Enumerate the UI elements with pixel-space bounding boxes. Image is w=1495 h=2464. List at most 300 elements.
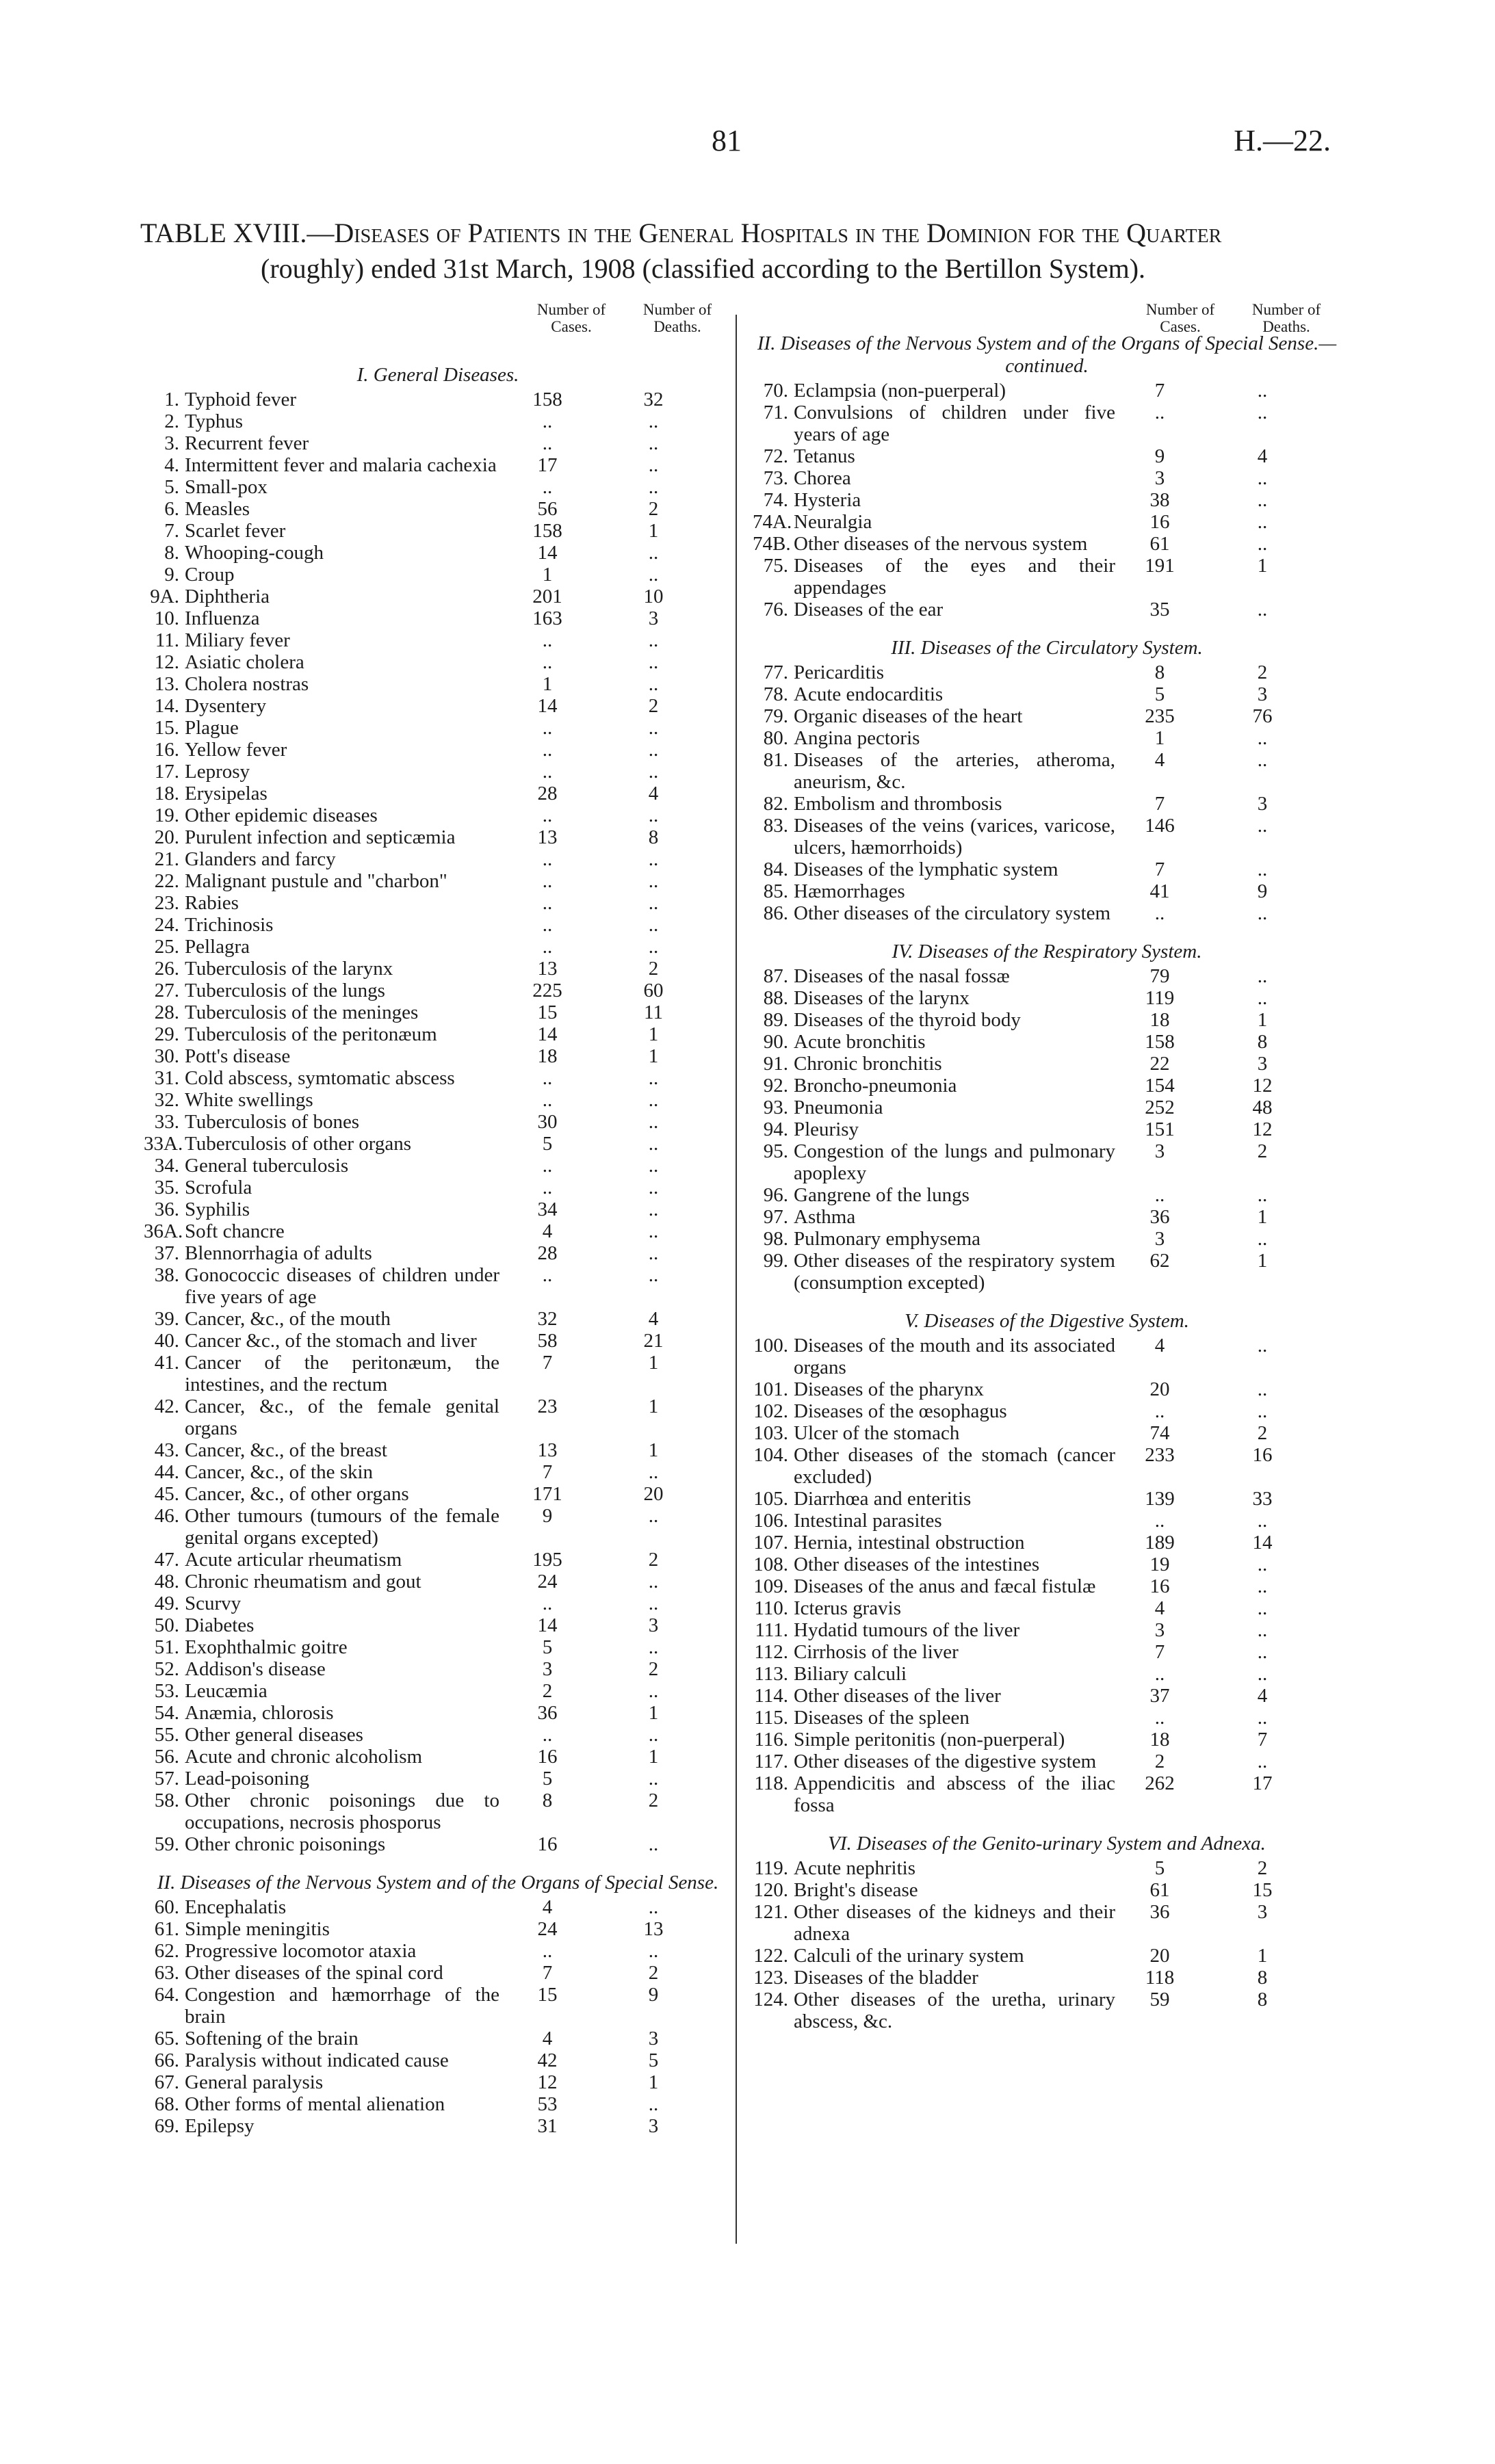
- table-row: [753, 1118, 1341, 1140]
- table-title-lead: TABLE XVIII.—: [140, 218, 335, 248]
- disease-name: Congestion and hæmorrhage of the brain: [185, 1984, 499, 2028]
- table-row: [144, 1483, 732, 1505]
- row-number: 9A.: [150, 586, 179, 607]
- table-row: [753, 1532, 1341, 1554]
- row-number: 109.: [753, 1575, 788, 1597]
- deaths-count: 76: [1252, 705, 1273, 727]
- cases-count: 119: [1145, 987, 1175, 1009]
- deaths-count: ..: [648, 739, 659, 761]
- row-number: 26.: [154, 958, 179, 980]
- deaths-count: ..: [1257, 1554, 1268, 1575]
- cases-count: ..: [542, 892, 553, 914]
- disease-name: Influenza: [185, 607, 260, 629]
- cases-count: 41: [1149, 880, 1170, 902]
- table-row: [753, 683, 1341, 705]
- cases-count: 252: [1145, 1097, 1175, 1118]
- table-row: [144, 1001, 732, 1023]
- deaths-count: ..: [648, 1067, 659, 1089]
- section-heading: IV. Diseases of the Respiratory System.: [892, 941, 1202, 962]
- disease-name: Diseases of the spleen: [794, 1707, 970, 1729]
- disease-name: Appendicitis and abscess of the iliac fossa: [794, 1772, 1115, 1816]
- table-row: [753, 1945, 1341, 1967]
- disease-name: Convulsions of children under five years of age: [794, 402, 1115, 445]
- deaths-count: 12: [1252, 1118, 1273, 1140]
- disease-name: Yellow fever: [185, 739, 287, 761]
- cases-count: 1: [542, 564, 553, 586]
- row-number: 84.: [763, 859, 788, 880]
- row-number: 73.: [763, 467, 788, 489]
- row-number: 119.: [754, 1857, 788, 1879]
- cases-count: ..: [542, 1724, 553, 1746]
- deaths-count: ..: [1257, 402, 1268, 423]
- row-number: 22.: [154, 870, 179, 892]
- deaths-count: ..: [648, 1571, 659, 1593]
- cases-count: 31: [537, 2115, 558, 2137]
- disease-name: Simple peritonitis (non-puerperal): [794, 1729, 1065, 1751]
- row-number: 118.: [754, 1772, 788, 1794]
- disease-name: Cirrhosis of the liver: [794, 1641, 959, 1663]
- table-row: [144, 870, 732, 892]
- cases-count: 3: [1154, 1619, 1165, 1641]
- table-row: [753, 1901, 1341, 1945]
- disease-name: Cancer of the peritonæum, the intestines, and the rectum: [185, 1352, 499, 1395]
- disease-name: Chronic bronchitis: [794, 1053, 942, 1075]
- cases-count: ..: [542, 717, 553, 739]
- table-row: [144, 936, 732, 958]
- row-number: 16.: [154, 739, 179, 761]
- disease-name: Other diseases of the nervous system: [794, 533, 1088, 555]
- cases-count: 7: [542, 1352, 553, 1374]
- disease-name: Other tumours (tumours of the female genital organs excepted): [185, 1505, 499, 1549]
- table-row: [144, 1352, 732, 1395]
- row-number: 20.: [154, 826, 179, 848]
- table-row: [144, 1505, 732, 1549]
- cases-count: 3: [542, 1658, 553, 1680]
- deaths-count: 3: [648, 2115, 659, 2137]
- table-row: [144, 1308, 732, 1330]
- disease-name: Pleurisy: [794, 1118, 859, 1140]
- row-number: 69.: [154, 2115, 179, 2137]
- disease-name: Biliary calculi: [794, 1663, 907, 1685]
- table-row: [144, 1940, 732, 1962]
- cases-count: 7: [1154, 859, 1165, 880]
- disease-name: Pellagra: [185, 936, 250, 958]
- table-row: [753, 1879, 1341, 1901]
- disease-name: Cholera nostras: [185, 673, 309, 695]
- row-number: 9.: [164, 564, 179, 586]
- deaths-count: 3: [1257, 683, 1268, 705]
- row-number: 19.: [154, 804, 179, 826]
- column-divider: [736, 315, 737, 2244]
- table-row: [753, 859, 1341, 880]
- cases-count: ..: [1154, 402, 1165, 423]
- table-row: [144, 1984, 732, 2028]
- table-row: [144, 695, 732, 717]
- deaths-count: 20: [643, 1483, 664, 1505]
- row-number: 29.: [154, 1023, 179, 1045]
- table-row: [144, 2093, 732, 2115]
- cases-count: 235: [1145, 705, 1175, 727]
- deaths-count: 9: [648, 1984, 659, 2006]
- deaths-count: ..: [1257, 599, 1268, 620]
- deaths-count: 8: [1257, 1031, 1268, 1053]
- cases-count: 28: [537, 1242, 558, 1264]
- cases-count: 1: [542, 673, 553, 695]
- disease-name: Scurvy: [185, 1593, 242, 1614]
- disease-name: Chorea: [794, 467, 851, 489]
- cases-count: ..: [542, 1067, 553, 1089]
- row-number: 49.: [154, 1593, 179, 1614]
- deaths-count: ..: [648, 476, 659, 498]
- disease-name: Cancer, &c., of the female genital organs: [185, 1395, 499, 1439]
- deaths-count: ..: [1257, 987, 1268, 1009]
- cases-count: 74: [1149, 1422, 1170, 1444]
- table-row: [144, 1439, 732, 1461]
- disease-name: Syphilis: [185, 1198, 250, 1220]
- disease-name: Typhoid fever: [185, 389, 297, 410]
- disease-name: General paralysis: [185, 2071, 324, 2093]
- disease-name: Acute nephritis: [794, 1857, 915, 1879]
- row-number: 34.: [154, 1155, 179, 1177]
- disease-name: Angina pectoris: [794, 727, 920, 749]
- table-row: [753, 1140, 1341, 1184]
- disease-name: Diseases of the arteries, atheroma, aneurism, &c.: [794, 749, 1115, 793]
- deaths-count: 8: [1257, 1967, 1268, 1989]
- cases-count: 15: [537, 1984, 558, 2006]
- table-row: [753, 1335, 1341, 1378]
- deaths-count: 1: [1257, 1250, 1268, 1272]
- row-number: 40.: [154, 1330, 179, 1352]
- deaths-count: ..: [648, 1177, 659, 1198]
- cases-count: ..: [542, 476, 553, 498]
- deaths-count: ..: [1257, 1378, 1268, 1400]
- disease-name: Diabetes: [185, 1614, 255, 1636]
- disease-name: Diseases of the ear: [794, 599, 944, 620]
- row-number: 58.: [154, 1790, 179, 1811]
- deaths-count: 2: [648, 498, 659, 520]
- deaths-count: 1: [648, 1045, 659, 1067]
- cases-count: 24: [537, 1918, 558, 1940]
- row-number: 102.: [753, 1400, 788, 1422]
- deaths-count: 1: [648, 520, 659, 542]
- row-number: 50.: [154, 1614, 179, 1636]
- row-number: 52.: [154, 1658, 179, 1680]
- disease-name: Blennorrhagia of adults: [185, 1242, 372, 1264]
- cases-count: 189: [1145, 1532, 1175, 1554]
- deaths-count: 21: [643, 1330, 664, 1352]
- table-row: [144, 739, 732, 761]
- cases-count: 37: [1149, 1685, 1170, 1707]
- cases-count: 3: [1154, 467, 1165, 489]
- cases-count: 14: [537, 1023, 558, 1045]
- cases-count: 5: [1154, 1857, 1165, 1879]
- row-number: 31.: [154, 1067, 179, 1089]
- deaths-count: 3: [1257, 1901, 1268, 1923]
- row-number: 18.: [154, 783, 179, 804]
- row-number: 86.: [763, 902, 788, 924]
- table-row: [753, 965, 1341, 987]
- disease-name: Other diseases of the kidneys and their adnexa: [794, 1901, 1115, 1945]
- table-row: [753, 402, 1341, 445]
- disease-name: Glanders and farcy: [185, 848, 336, 870]
- disease-name: Simple meningitis: [185, 1918, 330, 1940]
- row-number: 100.: [753, 1335, 788, 1356]
- cases-count: ..: [542, 432, 553, 454]
- table-row: [144, 914, 732, 936]
- row-number: 66.: [154, 2049, 179, 2071]
- disease-name: Hysteria: [794, 489, 861, 511]
- disease-name: Acute and chronic alcoholism: [185, 1746, 423, 1768]
- disease-name: Small-pox: [185, 476, 268, 498]
- table-row: [144, 1790, 732, 1833]
- row-number: 36A.: [144, 1220, 183, 1242]
- deaths-count: 2: [648, 1790, 659, 1811]
- deaths-count: 2: [648, 1962, 659, 1984]
- disease-name: Tuberculosis of the meninges: [185, 1001, 419, 1023]
- cases-count: 4: [1154, 749, 1165, 771]
- deaths-count: ..: [648, 1461, 659, 1483]
- table-row: [144, 1833, 732, 1855]
- row-number: 3.: [164, 432, 179, 454]
- cases-count: ..: [1154, 902, 1165, 924]
- table-row: [144, 2028, 732, 2049]
- row-number: 4.: [164, 454, 179, 476]
- row-number: 76.: [763, 599, 788, 620]
- disease-name: Leprosy: [185, 761, 250, 783]
- table-row: [144, 389, 732, 410]
- table-row: [144, 1242, 732, 1264]
- cases-count: ..: [542, 1940, 553, 1962]
- table-row: [753, 749, 1341, 793]
- disease-name: Lead-poisoning: [185, 1768, 310, 1790]
- cases-count: 7: [542, 1962, 553, 1984]
- disease-name: Plague: [185, 717, 239, 739]
- cases-count: 17: [537, 454, 558, 476]
- left-column: [144, 301, 732, 2137]
- disease-name: Croup: [185, 564, 235, 586]
- cases-count: 62: [1149, 1250, 1170, 1272]
- row-number: 6.: [164, 498, 179, 520]
- section-heading: V. Diseases of the Digestive System.: [905, 1310, 1189, 1332]
- table-row: [144, 1133, 732, 1155]
- disease-name: Exophthalmic goitre: [185, 1636, 348, 1658]
- row-number: 24.: [154, 914, 179, 936]
- disease-name: Cold abscess, symtomatic abscess: [185, 1067, 455, 1089]
- row-number: 61.: [154, 1918, 179, 1940]
- cases-count: 262: [1145, 1772, 1175, 1794]
- row-number: 99.: [763, 1250, 788, 1272]
- table-row: [753, 1729, 1341, 1751]
- disease-name: Other diseases of the spinal cord: [185, 1962, 443, 1984]
- cases-count: ..: [542, 651, 553, 673]
- deaths-count: 1: [648, 1395, 659, 1417]
- deaths-count: ..: [1257, 1184, 1268, 1206]
- disease-name: Diseases of the lymphatic system: [794, 859, 1058, 880]
- table-row: [144, 520, 732, 542]
- cases-count: 36: [1149, 1901, 1170, 1923]
- table-row: [753, 1488, 1341, 1510]
- cases-count: 53: [537, 2093, 558, 2115]
- table-row: [144, 586, 732, 607]
- row-number: 13.: [154, 673, 179, 695]
- deaths-count: 3: [648, 1614, 659, 1636]
- section-heading: II. Diseases of the Nervous System and of the Organs of Special Sense.—continued.: [757, 332, 1337, 377]
- cases-count: 7: [542, 1461, 553, 1483]
- deaths-count: ..: [1257, 1641, 1268, 1663]
- table-row: [144, 564, 732, 586]
- row-number: 36.: [154, 1198, 179, 1220]
- disease-name: Softening of the brain: [185, 2028, 359, 2049]
- row-number: 110.: [754, 1597, 788, 1619]
- deaths-count: ..: [1257, 1575, 1268, 1597]
- table-row: [753, 793, 1341, 815]
- cases-count: 4: [542, 2028, 553, 2049]
- row-number: 123.: [753, 1967, 788, 1989]
- right-column-body: [753, 332, 1341, 2032]
- row-number: 82.: [763, 793, 788, 815]
- row-number: 93.: [763, 1097, 788, 1118]
- row-number: 21.: [154, 848, 179, 870]
- row-number: 7.: [164, 520, 179, 542]
- table-row: [753, 533, 1341, 555]
- table-row: [144, 1089, 732, 1111]
- cases-count: 1: [1154, 727, 1165, 749]
- deaths-count: 10: [643, 586, 664, 607]
- table-row: [144, 454, 732, 476]
- table-row: [144, 651, 732, 673]
- disease-name: Pericarditis: [794, 661, 885, 683]
- row-number: 67.: [154, 2071, 179, 2093]
- deaths-count: 1: [1257, 1009, 1268, 1031]
- cases-count: 19: [1149, 1554, 1170, 1575]
- deaths-count: ..: [648, 1593, 659, 1614]
- disease-name: Typhus: [185, 410, 243, 432]
- deaths-count: ..: [648, 1111, 659, 1133]
- deaths-count: ..: [648, 936, 659, 958]
- deaths-count: ..: [1257, 1751, 1268, 1772]
- cases-count: ..: [542, 936, 553, 958]
- deaths-count: 2: [648, 1549, 659, 1571]
- cases-count: 36: [1149, 1206, 1170, 1228]
- deaths-count: 2: [1257, 661, 1268, 683]
- cases-count: 3: [1154, 1228, 1165, 1250]
- cases-count: 18: [1149, 1009, 1170, 1031]
- disease-name: Acute endocarditis: [794, 683, 944, 705]
- disease-name: Whooping-cough: [185, 542, 324, 564]
- table-row: [753, 1685, 1341, 1707]
- table-row: [753, 1597, 1341, 1619]
- row-number: 57.: [154, 1768, 179, 1790]
- table-row: [753, 1206, 1341, 1228]
- row-number: 27.: [154, 980, 179, 1001]
- disease-name: Tuberculosis of other organs: [185, 1133, 412, 1155]
- table-row: [144, 673, 732, 695]
- table-row: [144, 410, 732, 432]
- table-row: [144, 1702, 732, 1724]
- deaths-count: ..: [648, 432, 659, 454]
- deaths-count: ..: [1257, 489, 1268, 511]
- deaths-count: 8: [648, 826, 659, 848]
- deaths-count: 60: [643, 980, 664, 1001]
- table-row: [753, 555, 1341, 599]
- deaths-count: 48: [1252, 1097, 1273, 1118]
- cases-count: 13: [537, 958, 558, 980]
- cases-count: ..: [542, 1155, 553, 1177]
- row-number: 43.: [154, 1439, 179, 1461]
- cases-count: 24: [537, 1571, 558, 1593]
- cases-count: 201: [532, 586, 562, 607]
- deaths-count: ..: [648, 1155, 659, 1177]
- cases-count: 14: [537, 695, 558, 717]
- table-row: [144, 1461, 732, 1483]
- row-number: 122.: [753, 1945, 788, 1967]
- disease-name: Cancer, &c., of the skin: [185, 1461, 374, 1483]
- table-row: [144, 629, 732, 651]
- deaths-count: 13: [643, 1918, 664, 1940]
- deaths-count: 3: [648, 607, 659, 629]
- cases-count: 61: [1149, 1879, 1170, 1901]
- table-row: [144, 1680, 732, 1702]
- row-number: 121.: [753, 1901, 788, 1923]
- deaths-count: 33: [1252, 1488, 1273, 1510]
- deaths-count: 9: [1257, 880, 1268, 902]
- row-number: 89.: [763, 1009, 788, 1031]
- table-row: [144, 1330, 732, 1352]
- cases-count: 9: [542, 1505, 553, 1527]
- row-number: 120.: [753, 1879, 788, 1901]
- row-number: 85.: [763, 880, 788, 902]
- disease-name: Organic diseases of the heart: [794, 705, 1023, 727]
- deaths-column-header: Number of Deaths.: [1251, 301, 1321, 335]
- deaths-count: ..: [1257, 902, 1268, 924]
- table-row: [144, 1111, 732, 1133]
- deaths-count: ..: [648, 804, 659, 826]
- row-number: 46.: [154, 1505, 179, 1527]
- row-number: 42.: [154, 1395, 179, 1417]
- disease-name: Other epidemic diseases: [185, 804, 378, 826]
- cases-count: 4: [542, 1896, 553, 1918]
- disease-name: Other diseases of the liver: [794, 1685, 1001, 1707]
- row-number: 113.: [754, 1663, 788, 1685]
- cases-count: 7: [1154, 1641, 1165, 1663]
- row-number: 62.: [154, 1940, 179, 1962]
- table-row: [144, 804, 732, 826]
- disease-name: Acute articular rheumatism: [185, 1549, 402, 1571]
- cases-count: 146: [1145, 815, 1175, 837]
- table-row: [753, 1250, 1341, 1294]
- row-number: 79.: [763, 705, 788, 727]
- cases-count: ..: [1154, 1184, 1165, 1206]
- disease-name: Diseases of the pharynx: [794, 1378, 984, 1400]
- deaths-count: ..: [648, 848, 659, 870]
- disease-name: Tuberculosis of the lungs: [185, 980, 385, 1001]
- table-row: [144, 2115, 732, 2137]
- row-number: 53.: [154, 1680, 179, 1702]
- deaths-count: ..: [648, 673, 659, 695]
- table-row: [753, 599, 1341, 620]
- cases-count: 56: [537, 498, 558, 520]
- table-title: [140, 215, 1334, 287]
- row-number: 71.: [763, 402, 788, 423]
- deaths-count: 3: [1257, 1053, 1268, 1075]
- document-reference: H.—22.: [1234, 124, 1331, 157]
- deaths-count: ..: [648, 761, 659, 783]
- disease-name: Tuberculosis of the larynx: [185, 958, 393, 980]
- table-row: [753, 1619, 1341, 1641]
- row-number: 105.: [753, 1488, 788, 1510]
- cases-count: 34: [537, 1198, 558, 1220]
- cases-count: 13: [537, 1439, 558, 1461]
